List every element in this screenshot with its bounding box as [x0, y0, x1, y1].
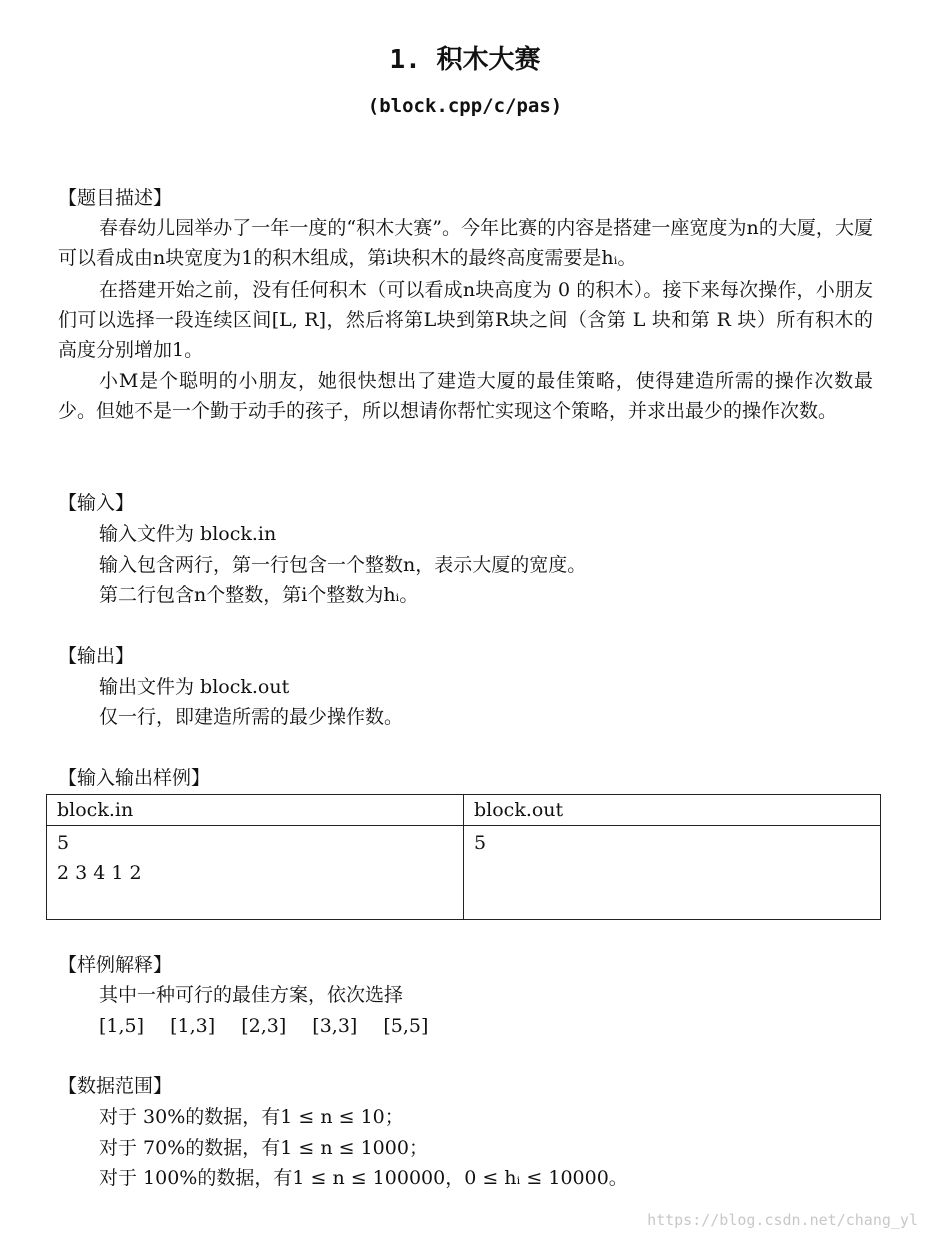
explanation-heading: 【样例解释】	[58, 954, 173, 976]
constraint-line-3: 对于 100%的数据，有1 ≤ n ≤ 100000，0 ≤ hᵢ ≤ 10000。	[99, 1167, 628, 1189]
problem-filename: (block.cpp/c/pas)	[367, 95, 563, 117]
input-line-3: 第二行包含n个整数，第i个整数为hᵢ。	[99, 584, 419, 606]
input-heading: 【输入】	[58, 492, 135, 514]
constraint-line-2: 对于 70%的数据，有1 ≤ n ≤ 1000；	[99, 1137, 428, 1159]
problem-title: 1. 积木大赛	[389, 45, 541, 75]
description-paragraph-2: 在搭建开始之前，没有任何积木（可以看成n块高度为 0 的积木）。接下来每次操作，小朋友们可以选择一段连续区间[L, R]，然后将第L块到第R块之间（含第 L 块和第 R 块）所有积木的高度分别增加1。	[58, 279, 873, 361]
input-line-1: 输入文件为 block.in	[99, 523, 277, 545]
description-paragraph-3: 小M是个聪明的小朋友，她很快想出了建造大厦的最佳策略，使得建造所需的操作次数最少。但她不是一个勤于动手的孩子，所以想请你帮忙实现这个策略，并求出最少的操作次数。	[58, 370, 873, 422]
constraint-line-1: 对于 30%的数据，有1 ≤ n ≤ 10；	[99, 1106, 404, 1128]
range-item: [1,5]	[99, 1015, 145, 1037]
watermark: https://blog.csdn.net/chang_yl	[647, 1211, 918, 1229]
sample-output-header: block.out	[464, 795, 881, 826]
description-heading: 【题目描述】	[58, 187, 173, 209]
input-line-2: 输入包含两行，第一行包含一个整数n，表示大厦的宽度。	[99, 554, 587, 576]
sample-heading: 【输入输出样例】	[58, 767, 211, 789]
sample-output-cell	[464, 826, 881, 920]
range-item: [2,3]	[241, 1015, 287, 1037]
output-line-1: 输出文件为 block.out	[99, 676, 290, 698]
constraints-heading: 【数据范围】	[58, 1075, 173, 1097]
range-item: [1,3]	[170, 1015, 216, 1037]
sample-output-line-1: 5	[474, 832, 487, 854]
sample-input-line-1: 5	[57, 832, 70, 854]
description-paragraph-1: 春春幼儿园举办了一年一度的“积木大赛”。今年比赛的内容是搭建一座宽度为n的大厦，大厦可以看成由n块宽度为1的积木组成，第i块积木的最终高度需要是hᵢ。	[58, 217, 873, 269]
output-line-2: 仅一行，即建造所需的最少操作数。	[99, 706, 404, 728]
sample-input-cell	[47, 826, 464, 920]
explanation-line: 其中一种可行的最佳方案，依次选择	[99, 984, 404, 1006]
range-item: [5,5]	[383, 1015, 429, 1037]
range-item: [3,3]	[312, 1015, 358, 1037]
sample-input-line-2: 2 3 4 1 2	[57, 862, 142, 884]
sample-table	[46, 794, 881, 920]
explanation-ranges	[99, 1011, 448, 1041]
sample-input-header: block.in	[47, 795, 464, 826]
output-heading: 【输出】	[58, 645, 135, 667]
